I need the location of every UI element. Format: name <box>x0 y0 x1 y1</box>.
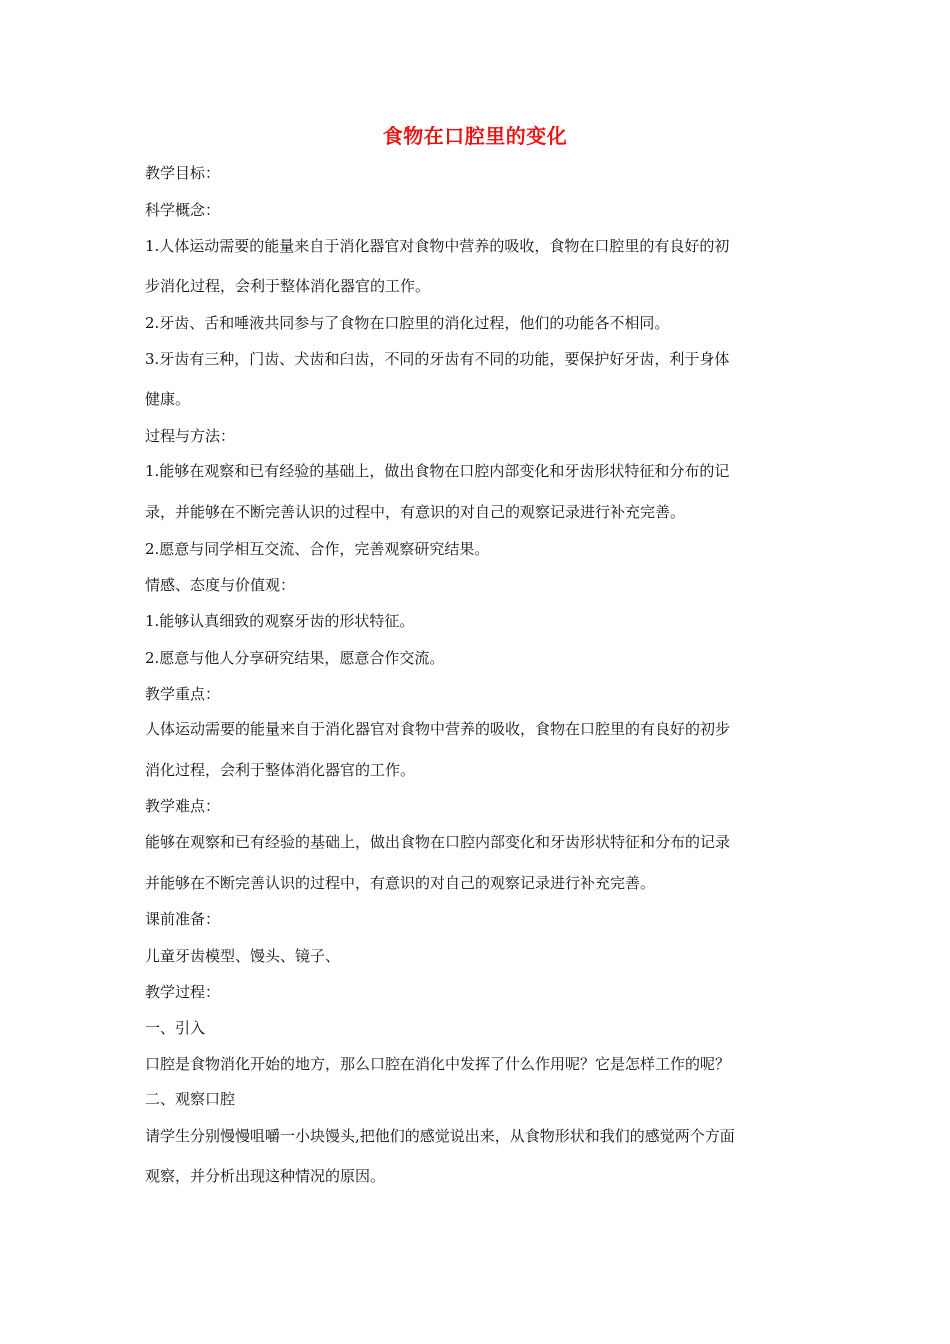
heading-science-concepts: 科学概念： <box>145 201 221 219</box>
paragraph-line: 消化过程，会利于整体消化器官的工作。 <box>145 761 416 779</box>
paragraph-line: 录，并能够在不断完善认识的过程中，有意识的对自己的观察记录进行补充完善。 <box>145 503 686 521</box>
paragraph-line: 2.愿意与同学相互交流、合作，完善观察研究结果。 <box>145 540 490 558</box>
paragraph-line: 健康。 <box>145 390 191 408</box>
heading-teaching-difficulty: 教学难点： <box>145 797 221 815</box>
paragraph-line: 1.能够在观察和已有经验的基础上，做出食物在口腔内部变化和牙齿形状特征和分布的记 <box>145 462 730 480</box>
heading-preparation: 课前准备： <box>145 910 221 928</box>
heading-teaching-goals: 教学目标： <box>145 164 221 182</box>
paragraph-line: 2.愿意与他人分享研究结果，愿意合作交流。 <box>145 649 445 667</box>
paragraph-line: 1.能够认真细致的观察牙齿的形状特征。 <box>145 612 415 630</box>
paragraph-line: 儿童牙齿模型、馒头、镜子、 <box>145 947 341 965</box>
paragraph-line: 口腔是食物消化开始的地方，那么口腔在消化中发挥了什么作用呢？它是怎样工作的呢？ <box>145 1055 731 1073</box>
paragraph-line: 2.牙齿、舌和唾液共同参与了食物在口腔里的消化过程，他们的功能各不相同。 <box>145 314 670 332</box>
heading-teaching-focus: 教学重点： <box>145 685 221 703</box>
paragraph-line: 请学生分别慢慢咀嚼一小块馒头,把他们的感觉说出来，从食物形状和我们的感觉两个方面 <box>145 1127 735 1145</box>
section-heading-observe-mouth: 二、观察口腔 <box>145 1090 236 1108</box>
section-heading-introduction: 一、引入 <box>145 1019 206 1037</box>
paragraph-line: 观察，并分析出现这种情况的原因。 <box>145 1167 386 1185</box>
paragraph-line: 1.人体运动需要的能量来自于消化器官对食物中营养的吸收，食物在口腔里的有良好的初 <box>145 237 730 255</box>
paragraph-line: 3.牙齿有三种，门齿、犬齿和臼齿，不同的牙齿有不同的功能，要保护好牙齿，利于身体 <box>145 350 730 368</box>
paragraph-line: 步消化过程，会利于整体消化器官的工作。 <box>145 277 431 295</box>
paragraph-line: 能够在观察和已有经验的基础上，做出食物在口腔内部变化和牙齿形状特征和分布的记录 <box>145 833 731 851</box>
paragraph-line: 人体运动需要的能量来自于消化器官对食物中营养的吸收，食物在口腔里的有良好的初步 <box>145 720 731 738</box>
heading-teaching-process: 教学过程： <box>145 983 221 1001</box>
paragraph-line: 并能够在不断完善认识的过程中，有意识的对自己的观察记录进行补充完善。 <box>145 874 656 892</box>
heading-emotion-attitude-values: 情感、态度与价值观： <box>145 576 296 594</box>
document-title: 食物在口腔里的变化 <box>382 124 568 148</box>
heading-process-methods: 过程与方法： <box>145 427 236 445</box>
